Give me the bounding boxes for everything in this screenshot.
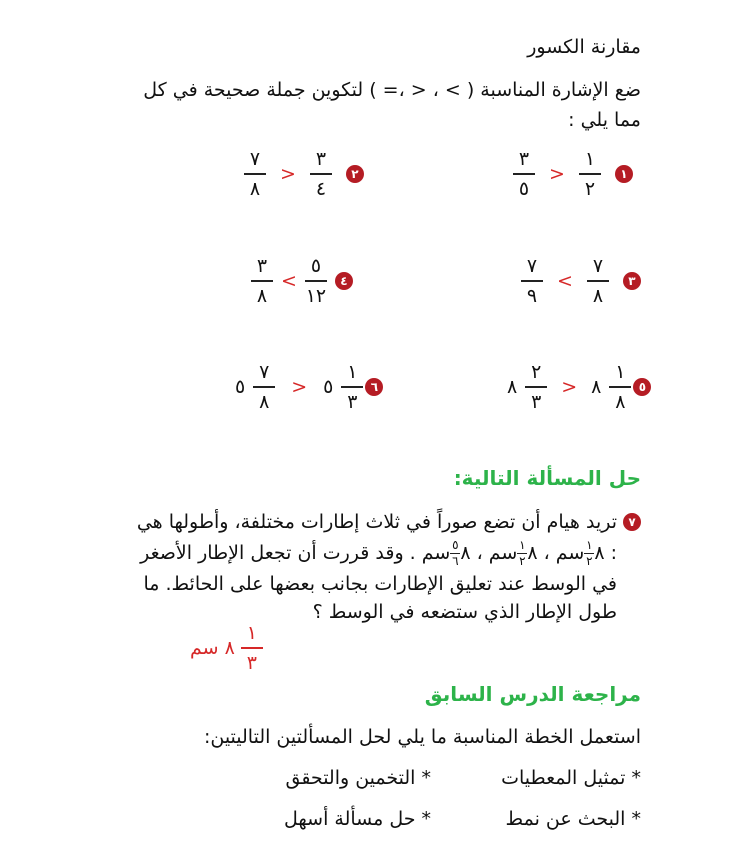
fraction-left: [244, 148, 266, 200]
lesson-title: مقارنة الكسور: [527, 36, 641, 58]
numerator: ١: [347, 361, 358, 383]
review-heading: مراجعة الدرس السابق: [424, 682, 641, 706]
denominator: ٨: [249, 178, 261, 200]
problem-text: [111, 508, 641, 626]
text-part: سم ، ٨: [460, 542, 518, 564]
comparison-sign[interactable]: >: [549, 163, 565, 185]
denominator: ٣: [531, 391, 542, 413]
review-instruction: استعمل الخطة المناسبة ما يلي لحل المسألتين التاليتين:: [203, 726, 641, 748]
number-badge-3: ٣: [623, 272, 641, 290]
comparison-sign[interactable]: >: [561, 376, 578, 398]
number-badge-2: ٢: [346, 165, 364, 183]
instruction-text: ضع الإشارة المناسبة ( > ، < ،= ) لتكوين جملة صحيحة في كل مما يلي :: [143, 79, 641, 131]
numerator: ٧: [592, 255, 604, 277]
numerator: ١: [615, 361, 626, 383]
fraction: [517, 539, 527, 568]
fraction-right: [579, 148, 601, 200]
fraction: [450, 539, 460, 568]
comparison-sign[interactable]: <: [281, 270, 297, 292]
numerator: ١: [586, 537, 593, 552]
exercise-4: [251, 255, 353, 307]
numerator: ٣: [518, 148, 530, 170]
exercise-6: [235, 361, 383, 413]
number-badge-4: ٤: [335, 272, 353, 290]
numerator: ١: [584, 148, 596, 170]
option-find-pattern: * البحث عن نمط: [505, 808, 641, 830]
option-simpler-problem: * حل مسألة أسهل: [284, 808, 431, 830]
denominator: ٢: [584, 178, 596, 200]
fraction-right: [341, 361, 363, 413]
numerator: ٧: [259, 361, 270, 383]
answer-whole: ٨: [224, 637, 235, 659]
fraction-left: [513, 148, 535, 200]
problem-heading: حل المسألة التالية:: [453, 466, 641, 490]
exercise-5: [507, 361, 651, 413]
whole-number: ٥: [323, 376, 334, 398]
denominator: ٨: [256, 285, 268, 307]
numerator: ١: [519, 537, 526, 552]
fraction-left: [521, 255, 543, 307]
denominator: ٨: [615, 391, 626, 413]
denominator: ٨: [259, 391, 270, 413]
text-part: : ٨: [594, 542, 617, 564]
denominator: ٦: [452, 553, 459, 568]
numerator: ١: [246, 622, 257, 644]
numerator: ٧: [526, 255, 538, 277]
denominator: ٢: [586, 553, 593, 568]
numerator: ٥: [452, 537, 459, 552]
fraction-right: [587, 255, 609, 307]
text-part: سم . وقد قررت أن تجعل الإطار الأصغر: [140, 542, 451, 564]
problem-line-2: [111, 536, 641, 570]
numerator: ٣: [315, 148, 327, 170]
fraction-left: [253, 361, 275, 413]
comparison-sign[interactable]: <: [557, 270, 573, 292]
problem-line-3: في الوسط عند تعليق الإطارات بجانب بعضها على الحائط. ما: [143, 573, 617, 595]
numerator: ٥: [310, 255, 322, 277]
denominator: ٩: [526, 285, 538, 307]
fraction-right: [310, 148, 332, 200]
numerator: ٢: [531, 361, 542, 383]
whole-number: ٨: [591, 376, 602, 398]
option-guess-check: * التخمين والتحقق: [285, 767, 431, 789]
numerator: ٧: [249, 148, 261, 170]
whole-number: ٨: [507, 376, 518, 398]
denominator: ٣: [246, 652, 257, 674]
denominator: ١٢: [305, 285, 327, 307]
answer-unit: سم: [190, 637, 219, 659]
answer-fraction: [241, 622, 263, 674]
denominator: ٣: [347, 391, 358, 413]
denominator: ٨: [592, 285, 604, 307]
denominator: ٤: [315, 178, 327, 200]
denominator: ٢: [519, 553, 526, 568]
text-part: سم ، ٨: [527, 542, 585, 564]
fraction-right: [305, 255, 327, 307]
comparison-sign[interactable]: >: [280, 163, 296, 185]
fraction-left: [251, 255, 273, 307]
comparison-sign[interactable]: >: [291, 376, 308, 398]
denominator: ٥: [518, 178, 530, 200]
number-badge-7: ٧: [623, 513, 641, 531]
number-badge-1: ١: [615, 165, 633, 183]
exercise-3: [521, 255, 641, 307]
whole-number: ٥: [235, 376, 246, 398]
fraction-right: [609, 361, 631, 413]
numerator: ٣: [256, 255, 268, 277]
fraction-left: [525, 361, 547, 413]
problem-line-4: طول الإطار الذي ستضعه في الوسط ؟: [312, 601, 617, 623]
answer: [190, 622, 263, 674]
number-badge-6: ٦: [365, 378, 383, 396]
exercise-1: [513, 148, 633, 200]
problem-line-1-text: تريد هيام أن تضع صوراً في ثلاث إطارات مختلفة، وأطولها هي: [136, 511, 617, 533]
number-badge-5: ٥: [633, 378, 651, 396]
exercise-2: [244, 148, 364, 200]
problem-line-1: [111, 508, 641, 536]
fraction: [584, 539, 594, 568]
option-represent-data: * تمثيل المعطيات: [501, 767, 641, 789]
